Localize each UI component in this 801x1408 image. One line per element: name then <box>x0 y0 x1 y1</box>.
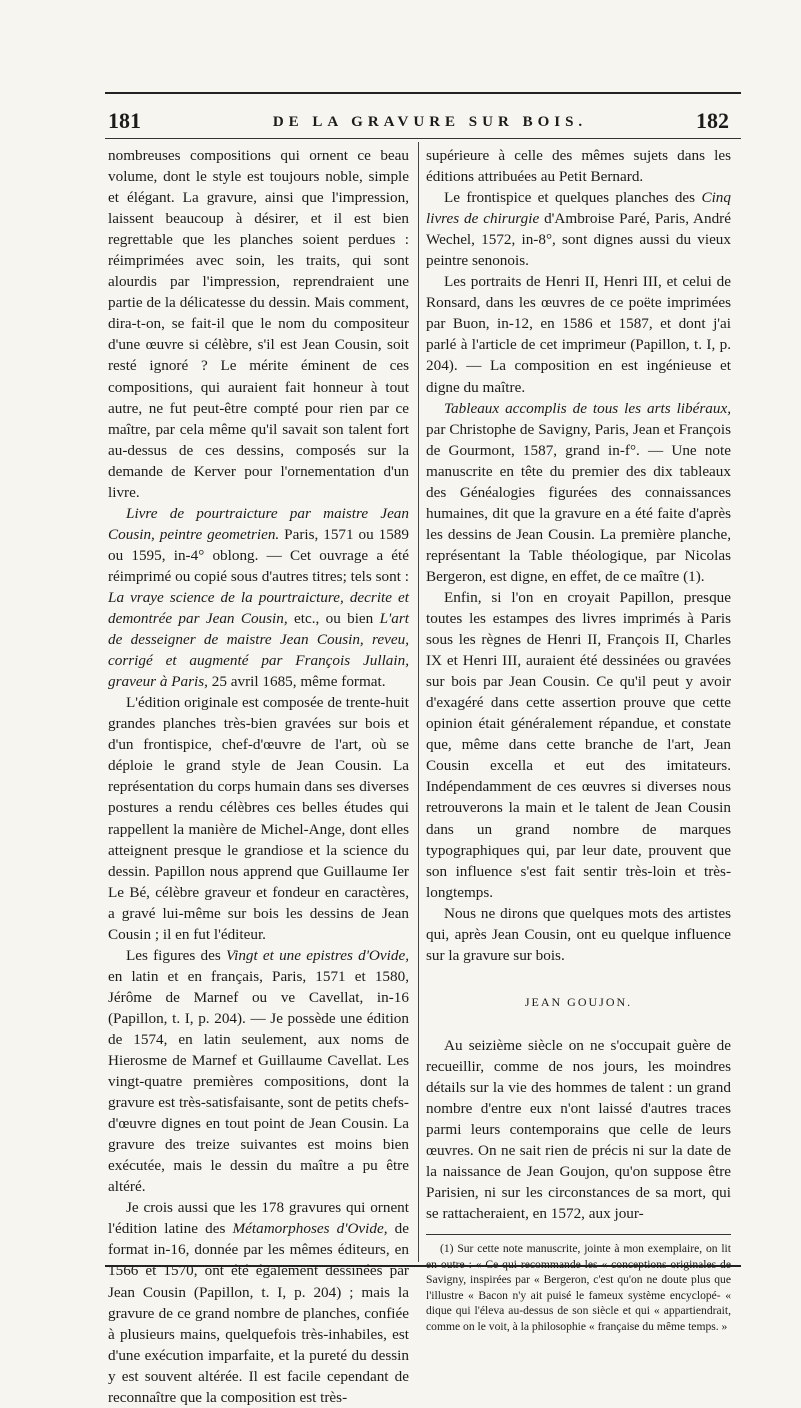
paragraph: Livre de pourtraicture par maistre Jean Cousin, peintre geometrien. Paris, 1571 ou 1589 ou 1595, in-4° oblong. — Cet ouvrage a été réimprimé ou copié sous d'autres titres; tels sont : La vraye science de la pourtraicture, decrite et demontrée par Jean Cousin, etc., ou bien L'art de desseigner de maistre Jean Cousin, reveu, corrigé et augmenté par François Jullain, graveur à Paris, 25 avril 1685, même format. <box>108 504 409 691</box>
section-heading: JEAN GOUJON. <box>524 994 633 1009</box>
paragraph: Les figures des Vingt et une epistres d'Ovide, en latin et en français, Paris, 1571 et 1580, Jérôme de Marnef ou ve Cavellat, in-16 (Papillon, t. I, p. 204). — Je possède une édition de 1574, en latin seulement, aux noms de Hierosme de Marnef et Guillaume Cavellat. Les vingt-quatre premières compositions, dont la gravure est très-satisfaisante, sont de petits chefs-d'œuvre dignes en tout point de Jean Cousin. La gravure des treize suivantes est moins bien exécutée, mais le dessin du maître a pu être altéré. <box>108 946 409 1196</box>
footnote-rule <box>426 1234 731 1235</box>
paragraph: supérieure à celle des mêmes sujets dans les éditions attribuées au Petit Bernard. <box>426 147 731 186</box>
paragraph: L'édition originale est composée de trente-huit grandes planches très-bien gravées sur bois et d'un frontispice, chef-d'œuvre de l'art, où se déploie le grand style de Jean Cousin. La représentation du corps humain dans ses diverses postures a rendu célèbres ces belles études qui rappellent la manière de Michel-Ange, dont elles atteignent presque le grandiose et la science du dessin. Papillon nous apprend que Guillaume Ier Le Bé, célèbre graveur et fondeur en caractères, a gravé lui-même sur bois les dessins de Jean Cousin ; il en fut l'éditeur. <box>108 694 409 943</box>
page-number-right: 182 <box>696 108 729 133</box>
book-title: Tableaux accomplis de tous les arts libéraux, <box>444 399 731 417</box>
paragraph: Nous ne dirons que quelques mots des artistes qui, après Jean Cousin, ont eu quelque influence sur la gravure sur bois. <box>426 904 731 964</box>
book-title: Cinq livres de chirurgie <box>426 189 731 228</box>
paragraph: Le frontispice et quelques planches des Cinq livres de chirurgie d'Ambroise Paré, Paris, André Wechel, 1572, in-8°, sont dignes aussi du vieux peintre senonois. <box>426 189 731 270</box>
left-column <box>108 145 409 1408</box>
paragraph: nombreuses compositions qui ornent ce beau volume, dont le style est toujours noble, simple et élégant. La gravure, ainsi que l'impression, laissent beaucoup à désirer, et il est bien regrettable que les planches soient perdues : réimprimées avec soin, les traits, qui sont alourdis par l'impression, reprendraient une partie de la délicatesse du dessin. Mais comment, dira-t-on, se fait-il que le nom du compositeur d'une œuvre si célèbre, s'il est Jean Cousin, soit resté ignoré ? Le mérite éminent de ces compositions, qui auraient fait honneur à tout autre, ne fut peut-être compté pour rien par ce maître, par cela même qu'il savait son talent fort au-dessus de ces dessins, composés sur la demande de Kerver pour l'ornementation d'un livre. <box>108 147 409 501</box>
book-title: Vingt et une epistres d'Ovide, <box>225 946 409 964</box>
footnote <box>426 1241 731 1334</box>
page-number-left: 181 <box>108 108 141 133</box>
bottom-rule <box>105 1265 741 1267</box>
right-column <box>426 145 731 1334</box>
paragraph: Au seizième siècle on ne s'occupait guère de recueillir, comme de nos jours, les moindres détails sur la vie des hommes de talent : un grand nombre d'entre eux n'ont laissé d'autres traces parmi leurs contemporains que celle de leurs œuvres. On ne sait rien de précis ni sur la date de la naissance de Jean Goujon, qu'on suppose être Parisien, ni sur les circonstances de sa mort, qui se rattacheraient, en 1572, aux jour- <box>426 1036 731 1223</box>
paragraph: Je crois aussi que les 178 gravures qui ornent l'édition latine des Métamorphoses d'Ovide, de format in-16, donnée par les mêmes éditeurs, en 1566 et 1570, ont été également dessinées par Jean Cousin (Papillon, t. I, p. 204) ; mais la gravure de ce grand nombre de planches, confiée à plusieurs mains, quelquefois très-inhabiles, est d'une exécution imparfaite, et la pureté du dessin y est souvent altérée. Il est facile cependant de reconnaître que la composition est très- <box>108 1199 409 1406</box>
book-title: Métamorphoses d'Ovide, <box>232 1220 388 1238</box>
top-rule <box>105 92 741 94</box>
footnote-text: (1) Sur cette note manuscrite, jointe à mon exemplaire, on lit en outre : « Ce qui recommande les « conceptions originales de Savigny, inspirées par « Bergeron, c'est qu'on ne doute plus que l'illustre « Bacon n'y ait puisé le fameux système encyclopé- « dique qui l'éleva au-dessus de son siècle et qui « appartiendrait, comme on le voit, à la philosophie « française du même temps. » <box>426 1242 731 1333</box>
paragraph: Les portraits de Henri II, Henri III, et celui de Ronsard, dans les œuvres de ce poëte imprimées par Buon, in-12, en 1586 et 1587, et dont j'ai parlé à l'article de cet imprimeur (Papillon, t. I, p. 204). — La composition en est ingénieuse et digne du maître. <box>426 273 731 396</box>
book-title: Livre de pourtraicture par maistre Jean Cousin, peintre geometrien. <box>108 504 409 543</box>
paragraph: Tableaux accomplis de tous les arts libéraux, par Christophe de Savigny, Paris, Jean et François de Gourmont, 1587, grand in-f°. — Une note manuscrite en tête du premier des dix tableaux des Généalogies figurées des connaissances humaines, dit que la gravure en a été faite d'après les dessins de Jean Cousin. La première planche, représentant la Table théologique, par Nicolas Bergeron, est digne, en effet, de ce maître (1). <box>426 399 731 585</box>
header-rule <box>105 138 741 139</box>
book-title: La vraye science de la pourtraicture, decrite et demontrée par Jean Cousin, <box>108 588 409 628</box>
book-title: L'art de desseigner de maistre Jean Cousin, reveu, corrigé et augmenté par François Jullain, graveur à Paris, <box>108 610 409 691</box>
paragraph: Enfin, si l'on en croyait Papillon, presque toutes les estampes des livres imprimés à Paris sous les règnes de Henri II, François II, Charles IX et Henri III, auraient été dessinées ou gravées sur bois par Jean Cousin. Ce qu'il peut y avoir d'exagéré dans cette assertion prouve que cette opinion était généralement répandue, et constate que, même dans cette branche de l'art, Jean Cousin excella et eut des imitateurs. Indépendamment de ces œuvres si diverses nous retrouverons la main et le talent de Jean Cousin dans un grand nombre de marques typographiques qui, par leur date, prouvent que son influence s'est fait sentir très-loin et très-longtemps. <box>426 588 731 901</box>
column-divider <box>418 142 419 1262</box>
running-title: DE LA GRAVURE SUR BOIS. <box>272 114 588 130</box>
